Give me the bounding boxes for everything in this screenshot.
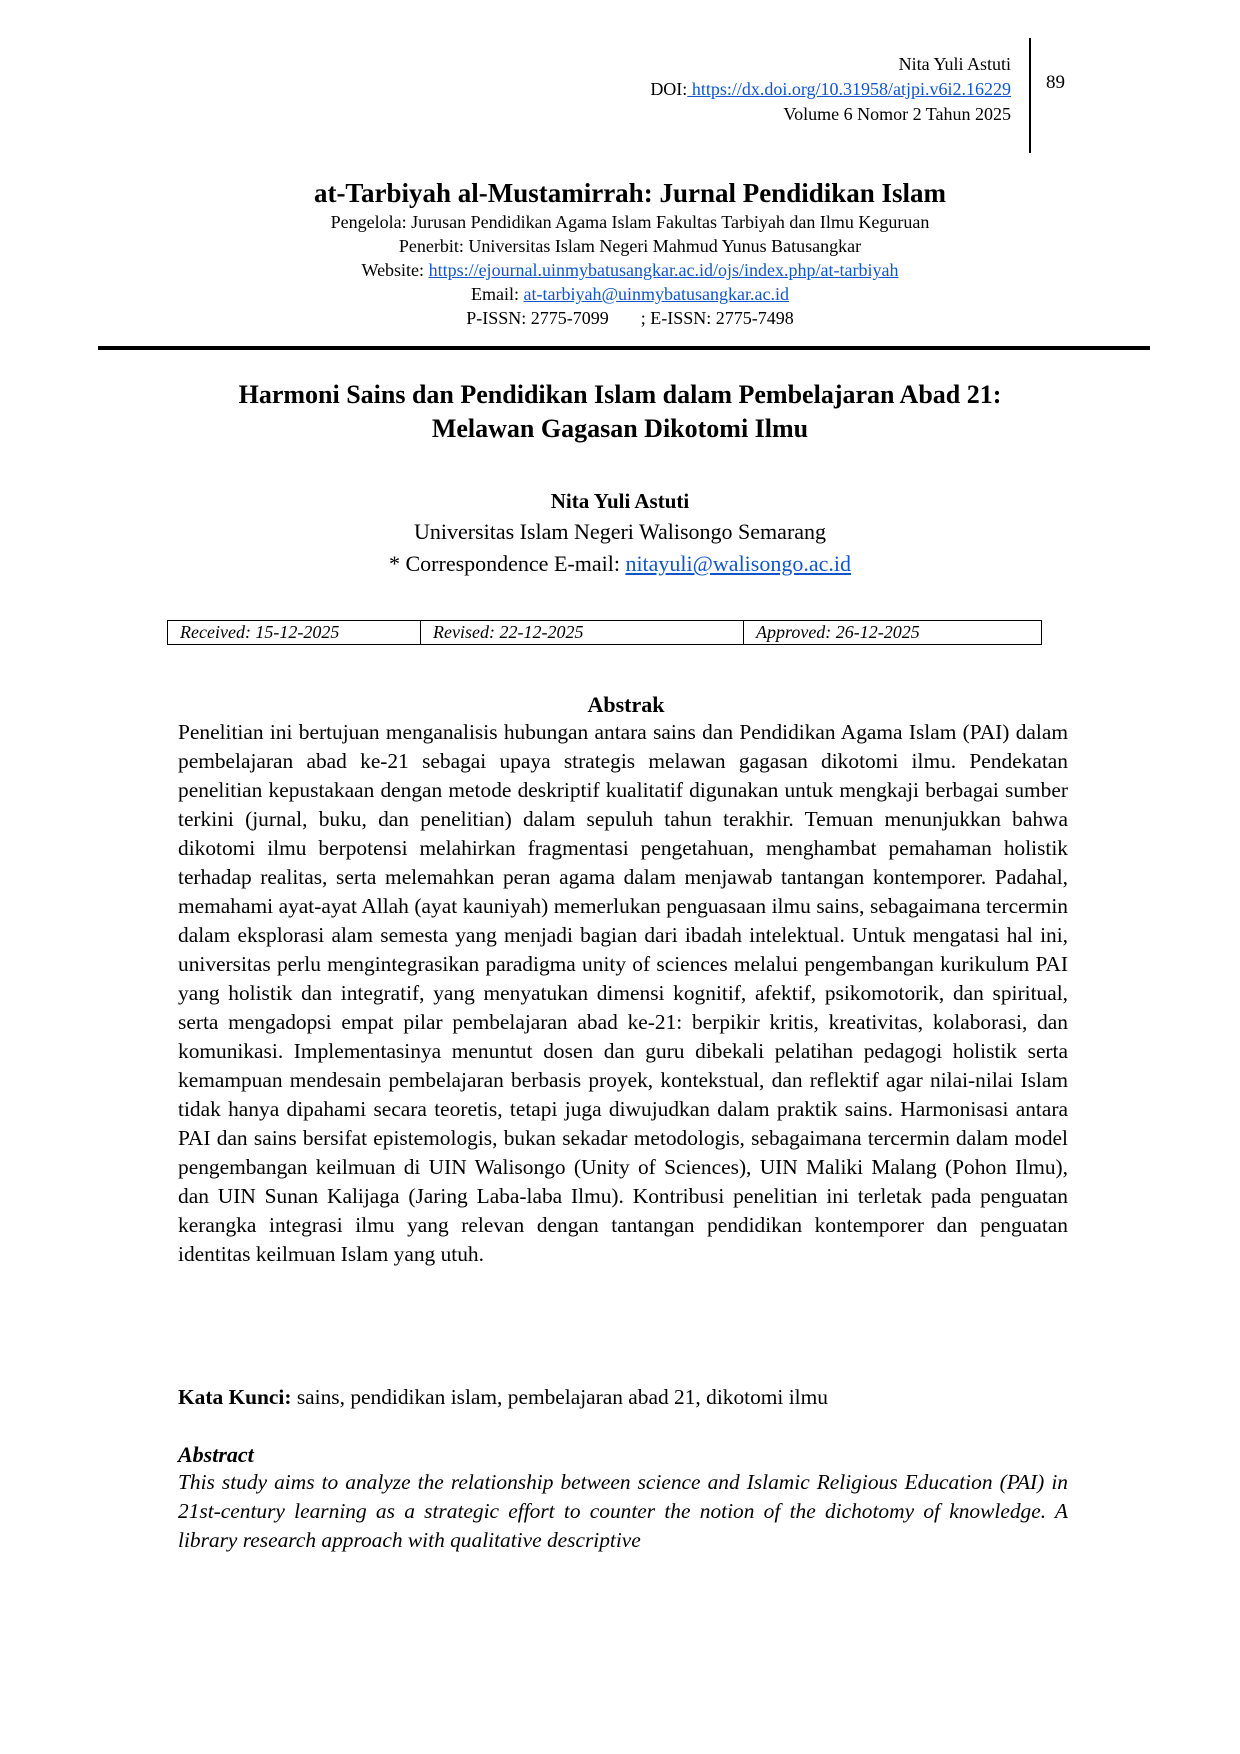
email-link[interactable]: at-tarbiyah@uinmybatusangkar.ac.id: [523, 284, 789, 304]
correspondence-line: [0, 547, 1240, 580]
keywords-line: [178, 1382, 1068, 1412]
abstract-body: This study aims to analyze the relationship between science and Islamic Religious Education (PAI) in 21st-century learning as a strategic effort to counter the notion of the dichotomy of knowledge. A library research approach with qualitative descriptive: [178, 1470, 1068, 1552]
issn-line: [20, 306, 1240, 330]
pengelola-line: Pengelola: Jurusan Pendidikan Agama Islam Fakultas Tarbiyah dan Ilmu Keguruan: [330, 212, 930, 232]
doi-label: DOI:: [650, 79, 688, 99]
email-line: [20, 282, 1240, 306]
article-title-line-2: Melawan Gagasan Dikotomi Ilmu: [431, 414, 809, 443]
author-block: [0, 486, 1240, 580]
masthead-divider: [98, 346, 1150, 350]
header-vertical-rule: [1029, 38, 1031, 153]
article-title-line-1: Harmoni Sains dan Pendidikan Islam dalam Pembelajaran Abad 21:: [238, 380, 1002, 409]
correspondence-label: * Correspondence E-mail:: [389, 551, 626, 576]
running-header: [650, 52, 1011, 127]
p-issn: P-ISSN: 2775-7099: [466, 308, 609, 328]
keywords-value: sains, pendidikan islam, pembelajaran abad 21, dikotomi ilmu: [291, 1385, 828, 1409]
journal-masthead: [0, 176, 1240, 330]
website-label: Website:: [361, 260, 429, 280]
keywords-label: Kata Kunci:: [178, 1385, 292, 1409]
doi-line: [650, 77, 1011, 102]
page-number: 89: [1046, 72, 1065, 93]
article-title: [0, 378, 1240, 446]
running-header-author: Nita Yuli Astuti: [898, 54, 1011, 74]
website-link[interactable]: https://ejournal.uinmybatusangkar.ac.id/ojs/index.php/at-tarbiyah: [428, 260, 899, 280]
abstrak-heading: Abstrak: [587, 692, 665, 717]
e-issn: ; E-ISSN: 2775-7498: [640, 308, 794, 328]
correspondence-email-link[interactable]: nitayuli@walisongo.ac.id: [625, 551, 851, 576]
penerbit-line: Penerbit: Universitas Islam Negeri Mahmud Yunus Batusangkar: [398, 236, 862, 256]
submission-dates-table: [167, 620, 1042, 645]
doi-link[interactable]: https://dx.doi.org/10.31958/atjpi.v6i2.16229: [687, 79, 1011, 99]
revised-date: Revised: 22-12-2025: [421, 621, 744, 644]
author-affiliation: Universitas Islam Negeri Walisongo Semarang: [413, 519, 827, 544]
volume-info: Volume 6 Nomor 2 Tahun 2025: [783, 104, 1011, 124]
approved-date: Approved: 26-12-2025: [756, 622, 920, 642]
journal-title: at-Tarbiyah al-Mustamirrah: Jurnal Pendidikan Islam: [313, 178, 947, 208]
email-label: Email:: [471, 284, 524, 304]
received-date: Received: 15-12-2025: [168, 621, 421, 644]
website-line: [20, 258, 1240, 282]
abstrak-body: Penelitian ini bertujuan menganalisis hubungan antara sains dan Pendidikan Agama Islam (PAI) dalam pembelajaran abad ke-21 sebagai upaya strategis melawan gagasan dikotomi ilmu. Pendekatan penelitian kepustakaan dengan metode deskriptif kualitatif digunakan untuk mengkaji berbagai sumber terkini (jurnal, buku, dan penelitian) dalam sepuluh tahun terakhir. Temuan menunjukkan bahwa dikotomi ilmu berpotensi melahirkan fragmentasi pengetahuan, menghambat pemahaman holistik terhadap realitas, serta melemahkan peran agama dalam menjawab tantangan kontemporer. Padahal, memahami ayat-ayat Allah (ayat kauniyah) memerlukan penguasaan ilmu sains, sebagaimana tercermin dalam eksplorasi alam semesta yang menjadi bagian dari ibadah intelektual. Untuk mengatasi hal ini, universitas perlu mengintegrasikan paradigma unity of sciences melalui pengembangan kurikulum PAI yang holistik dan integratif, yang menyatukan dimensi kognitif, afektif, psikomotorik, dan spiritual, serta mengadopsi empat pilar pembelajaran abad ke-21: berpikir kritis, kreativitas, kolaborasi, dan komunikasi. Implementasinya menuntut dosen dan guru dibekali pelatihan pedagogi holistik serta kemampuan mendesain pembelajaran berbasis proyek, kontekstual, dan reflektif agar nilai-nilai Islam tidak hanya dipahami secara teoretis, tetapi juga diwujudkan dalam praktik sains. Harmonisasi antara PAI dan sains bersifat epistemologis, bukan sekadar metodologis, sebagaimana tercermin dalam model pengembangan keilmuan di UIN Walisongo (Unity of Sciences), UIN Maliki Malang (Pohon Ilmu), dan UIN Sunan Kalijaga (Jaring Laba-laba Ilmu). Kontribusi penelitian ini terletak pada penguatan kerangka integrasi ilmu yang relevan dengan tantangan pendidikan kontemporer dan penguatan identitas keilmuan Islam yang utuh.: [178, 720, 1068, 1266]
author-name: Nita Yuli Astuti: [550, 489, 690, 513]
abstract-heading: Abstract: [178, 1442, 254, 1467]
